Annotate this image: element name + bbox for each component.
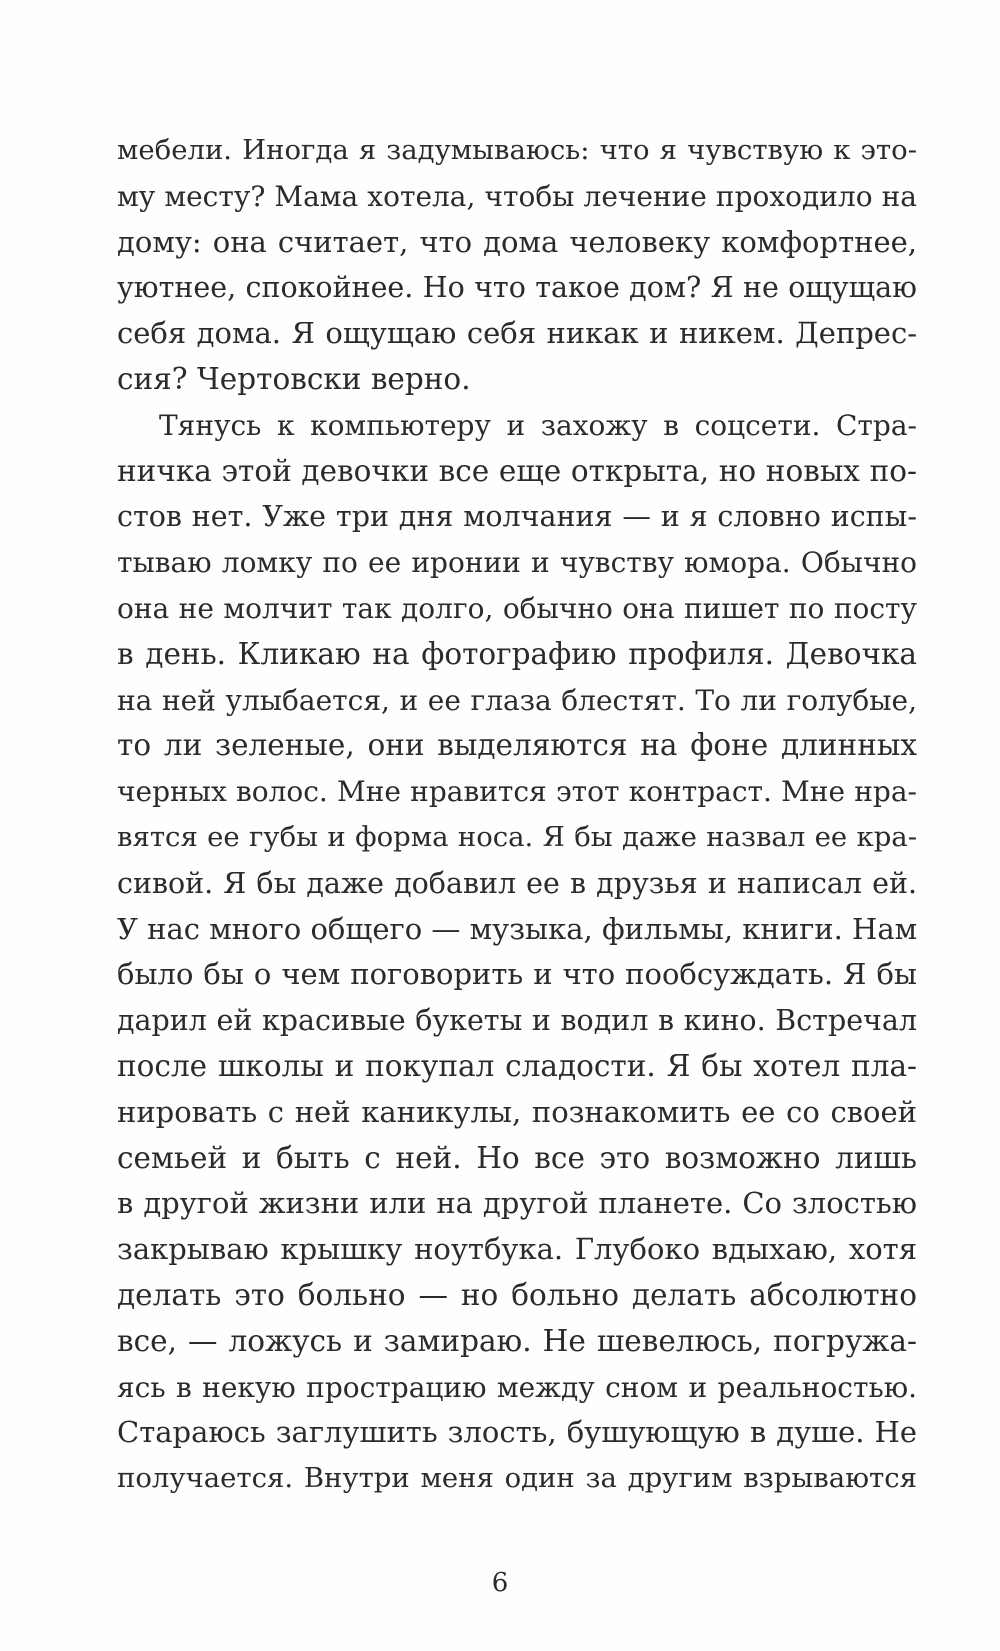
- text-line: закрываю крышку ноутбука. Глубоко вдыхаю, хотя: [117, 1232, 917, 1267]
- text-line: нировать с ней каникулы, познакомить ее со своей: [117, 1094, 917, 1129]
- text-line: на ней улыбается, и ее глаза блестят. То ли голубые,: [117, 683, 917, 717]
- text-line: было бы о чем поговорить и что пообсуждать. Я бы: [117, 957, 917, 992]
- text-line: вятся ее губы и форма носа. Я бы даже назвал ее кра-: [117, 820, 917, 853]
- text-line: уютнее, спокойнее. Но что такое дом? Я не ощущаю: [117, 271, 917, 305]
- text-line: му месту? Мама хотела, чтобы лечение проходило на: [117, 179, 917, 213]
- body-text: [117, 128, 917, 1502]
- text-line: дарил ей красивые букеты и водил в кино. Встречал: [117, 1004, 917, 1038]
- text-line: семьей и быть с ней. Но все это возможно лишь: [117, 1140, 917, 1175]
- text-line: делать это больно — но больно делать абсолютно: [117, 1277, 917, 1312]
- text-line: дому: она считает, что дома человеку комфортнее,: [117, 224, 917, 259]
- text-line: она не молчит так долго, обычно она пишет по посту: [117, 591, 917, 625]
- text-line: тываю ломку по ее иронии и чувству юмора. Обычно: [117, 546, 917, 580]
- text-line: стов нет. Уже три дня молчания — и я словно испы-: [117, 500, 917, 534]
- text-line: в день. Кликаю на фотографию профиля. Девочка: [117, 636, 917, 671]
- page-number: 6: [491, 1568, 509, 1598]
- text-line: Тянусь к компьютеру и захожу в соцсети. Стра-: [159, 408, 917, 442]
- text-line: себя дома. Я ощущаю себя никак и никем. Депрес-: [117, 316, 917, 351]
- text-line: в другой жизни или на другой планете. Со злостью: [117, 1186, 917, 1221]
- text-line: сия? Чертовски верно.: [117, 361, 471, 396]
- text-line: черных волос. Мне нравится этот контраст. Мне нра-: [117, 775, 917, 809]
- text-line: после школы и покупал сладости. Я бы хотел пла-: [117, 1048, 917, 1083]
- text-line: У нас много общего — музыка, фильмы, книги. Нам: [117, 911, 918, 946]
- text-line: все, — ложусь и замираю. Не шевелюсь, погружа-: [117, 1323, 917, 1358]
- text-line: Стараюсь заглушить злость, бушующую в душе. Не: [117, 1415, 917, 1450]
- text-line: ничка этой девочки все еще открыта, но новых по-: [117, 453, 917, 488]
- text-line: ясь в некую прострацию между сном и реальностью.: [117, 1370, 917, 1404]
- text-line: сивой. Я бы даже добавил ее в друзья и написал ей.: [117, 866, 917, 900]
- text-line: получается. Внутри меня один за другим взрываются: [117, 1462, 917, 1495]
- text-line: мебели. Иногда я задумываюсь: что я чувствую к это-: [117, 134, 917, 166]
- text-line: то ли зеленые, они выделяются на фоне длинных: [117, 728, 917, 763]
